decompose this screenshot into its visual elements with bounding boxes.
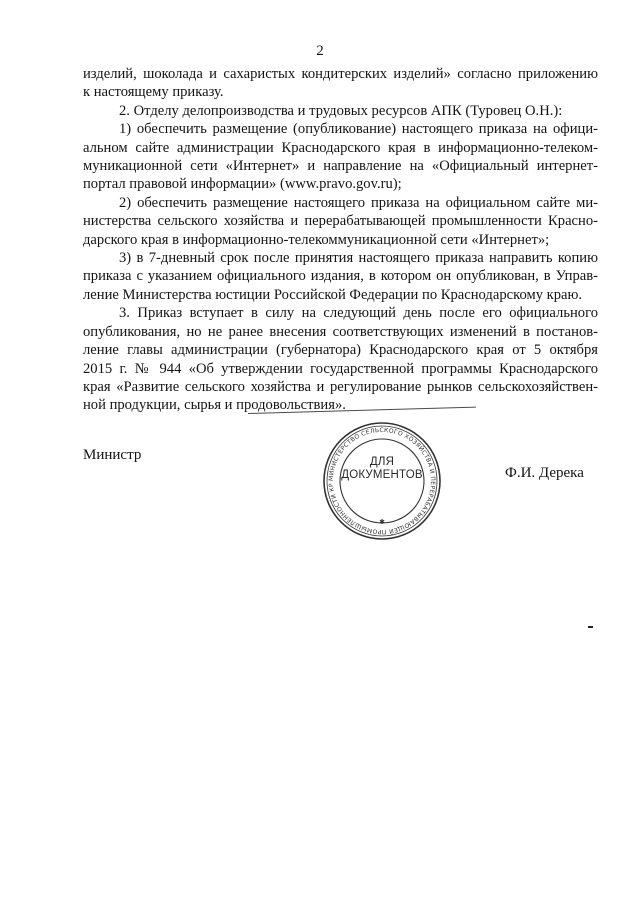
paragraph-item-3 [83,304,598,414]
document-body [83,65,598,415]
paragraph-continuation [83,65,598,102]
official-stamp [321,420,443,542]
text-line: муникационной сети «Интернет» и направление на «Официальный интернет- [83,158,598,175]
text-line: 3) в 7-дневный срок после принятия настоящего приказа направить копию [119,250,598,267]
text-line: 2015 г. № 944 «Об утверждении государственной программы Краснодарского [83,360,598,377]
paragraph-item-2 [83,102,598,120]
text-line: ной продукции, сырья и продовольствия». [83,397,346,414]
text-line: 2. Отделу делопроизводства и трудовых ресурсов АПК (Туровец О.Н.): [119,102,563,119]
stamp-ring-text: МИНИСТЕРСТВО СЕЛЬСКОГО ХОЗЯЙСТВА И ПЕРЕРАБАТЫВАЮЩЕЙ ПРОМЫШЛЕННОСТИ КР [327,426,437,536]
paragraph-subitem-3 [83,249,598,304]
margin-mark [588,626,593,628]
text-line: 1) обеспечить размещение (опубликование) настоящего приказа на офици- [119,121,598,138]
signatory-name: Ф.И. Дерека [505,465,584,481]
text-line: приказа с указанием официального издания, в котором он опубликован, в Управ- [83,268,598,285]
text-line: края «Развитие сельского хозяйства и регулирование рынков сельскохозяйствен- [83,378,598,395]
signatory-title: Министр [83,447,142,463]
text-line: 3. Приказ вступает в силу на следующий день после его официального [119,305,598,322]
text-line: опубликования, но не ранее внесения соответствующих изменений в постанов- [83,323,598,340]
svg-text:✱: ✱ [379,518,385,526]
page-number: 2 [316,43,324,59]
text-line: альном сайте администрации Краснодарского края в информационно-телеком- [83,139,598,156]
text-line: портал правовой информации» (www.pravo.gov.ru); [83,176,402,193]
text-line: ление главы администрации (губернатора) Краснодарского края от 5 октября [83,342,598,359]
stamp-line: ДЛЯ [369,456,395,468]
text-line: 2) обеспечить размещение настоящего приказа на официальном сайте ми- [119,194,598,211]
text-line: к настоящему приказу. [83,84,224,101]
stamp-line: ДОКУМЕНТОВ [341,469,423,481]
paragraph-subitem-1 [83,120,598,194]
text-line: ление Министерства юстиции Российской Федерации по Краснодарскому краю. [83,286,583,303]
text-line: изделий, шоколада и сахаристых кондитерских изделий» согласно приложению [83,66,598,82]
text-line: дарского края в информационно-телекоммуникационной сети «Интернет»; [83,231,550,248]
paragraph-subitem-2 [83,194,598,249]
stamp-center-text [321,456,443,482]
text-line: нистерства сельского хозяйства и перерабатывающей промышленности Красно- [83,213,598,230]
